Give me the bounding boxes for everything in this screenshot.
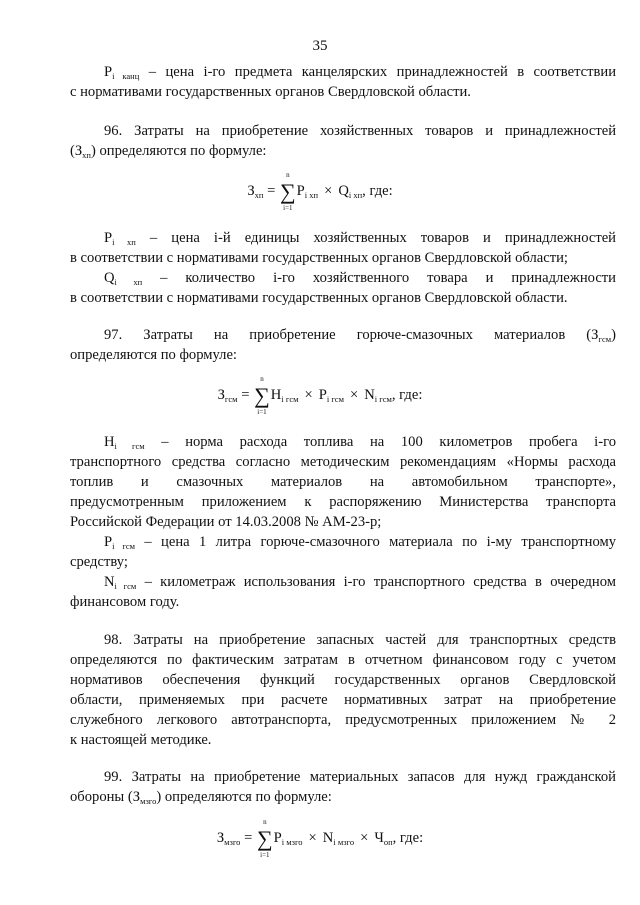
definition-line: средству;	[70, 554, 128, 570]
times-sign: ×	[308, 830, 317, 846]
definition-line: Российской Федерации от 14.03.2008 № АМ-23-р;	[70, 514, 382, 530]
text: 97. Затраты на приобретение горюче-смазочных материалов (З	[104, 327, 599, 343]
equals-sign: =	[244, 830, 253, 846]
subscript: гсм	[598, 334, 612, 344]
paragraph-96-line1: 96. Затраты на приобретение хозяйственных товаров и принадлежностей	[104, 123, 616, 139]
definition-text: – цена 1 литра горюче-смазочного материала по i-му транспортному	[134, 534, 616, 550]
subscript: мзго	[140, 796, 157, 806]
sum-lower: i=1	[257, 408, 267, 416]
term: N	[364, 387, 375, 403]
definition-continuation: в соответствии с нормативами государственных органов Свердловской области;	[70, 250, 568, 266]
term: P	[273, 830, 282, 846]
formula-97	[0, 375, 640, 416]
symbol-subscript: i хп	[114, 277, 143, 287]
times-sign: ×	[360, 830, 369, 846]
symbol-subscript: i канц	[112, 71, 140, 81]
term-sub: i гсм	[326, 394, 344, 404]
text: ) определяются по формуле:	[156, 789, 332, 805]
sum-upper: n	[286, 171, 290, 179]
symbol-subscript: i гсм	[112, 541, 135, 551]
text: обороны (З	[70, 789, 141, 805]
formula-lhs-sub: гсм	[224, 394, 238, 404]
formula-tail: , где:	[362, 183, 393, 199]
symbol: Н	[104, 434, 115, 450]
term: Н	[270, 387, 282, 403]
term: P	[318, 387, 327, 403]
term-sub: оп	[383, 837, 393, 847]
symbol: Q	[104, 270, 115, 286]
definition-text: – количество i-го хозяйственного товара и принадлежности	[142, 270, 616, 286]
formula-lhs: З	[217, 387, 225, 403]
definition-line: предусмотренным приложением к распоряжению Министерства транспорта	[70, 494, 616, 510]
sum-upper: n	[260, 375, 264, 383]
paragraph-98-line: нормативов обеспечения функций государственных органов Свердловской	[70, 672, 616, 688]
sum-sign: ∑ n i=1	[254, 375, 270, 416]
paragraph-98-line1: 98. Затраты на приобретение запасных частей для транспортных средств	[104, 632, 616, 648]
symbol: P	[104, 534, 113, 550]
definition-line: транспортного средства согласно методическим рекомендациям «Нормы расхода	[70, 454, 616, 470]
definition-continuation: в соответствии с нормативами государственных органов Свердловской области.	[70, 290, 568, 306]
paragraph-96-line2	[70, 141, 616, 165]
symbol: P	[104, 64, 113, 80]
formula-96	[0, 171, 640, 212]
sum-upper: n	[263, 818, 267, 826]
paragraph-98-line: к настоящей методике.	[70, 732, 212, 748]
paragraph-98-line: области, применяемых при расчете нормативных затрат на приобретение	[70, 692, 616, 708]
formula-tail: , где:	[392, 830, 424, 846]
formula-99	[0, 818, 640, 859]
equals-sign: =	[241, 387, 250, 403]
formula-tail: , где:	[391, 387, 423, 403]
formula-lhs: З	[216, 830, 225, 846]
term: Q	[338, 183, 349, 199]
term-sub: i мзго	[281, 837, 303, 847]
definition-text: – норма расхода топлива на 100 километров пробега i-го	[144, 434, 616, 450]
paragraph-99-line1: 99. Затраты на приобретение материальных запасов для нужд гражданской	[104, 769, 616, 785]
equals-sign: =	[267, 183, 276, 199]
text: )	[611, 327, 616, 343]
page-number: 35	[312, 38, 328, 54]
term-sub: i хп	[304, 190, 319, 200]
symbol-subscript: i хп	[112, 237, 136, 247]
sum-sign: ∑ n i=1	[256, 818, 273, 859]
term: Ч	[374, 830, 384, 846]
definition-line: финансовом году.	[70, 594, 180, 610]
definition-text: – километраж использования i-го транспортного средства в очередном	[136, 574, 616, 590]
symbol: P	[104, 230, 113, 246]
paragraph-98-line: служебного легкового автотранспорта, предусмотренных приложением № 2	[70, 712, 616, 728]
term-sub: i хп	[348, 190, 363, 200]
symbol-subscript: i гсм	[114, 581, 137, 591]
definition-text: – цена i-й единицы хозяйственных товаров и принадлежностей	[135, 230, 616, 246]
term: N	[322, 830, 334, 846]
definition-line: топлив и смазочных материалов на автомобильном транспорте»,	[70, 474, 616, 490]
paragraph-97-line2: определяются по формуле:	[70, 347, 237, 363]
sum-lower: i=1	[283, 204, 293, 212]
symbol-subscript: i гсм	[114, 441, 145, 451]
definition-text: – цена i-го предмета канцелярских принадлежностей в соответствии	[139, 64, 617, 80]
text: (З	[70, 143, 83, 159]
paragraph-98-line: определяются по фактическим затратам в отчетном финансовом году с учетом	[70, 652, 616, 668]
definition-continuation: с нормативами государственных органов Свердловской области.	[70, 84, 471, 100]
term: P	[296, 183, 305, 199]
term-sub: i гсм	[374, 394, 392, 404]
symbol: N	[104, 574, 115, 590]
times-sign: ×	[349, 387, 359, 403]
sum-lower: i=1	[260, 851, 270, 859]
subscript: хп	[82, 150, 91, 160]
formula-lhs-sub: хп	[254, 190, 264, 200]
paragraph-99-line2	[70, 787, 616, 811]
formula-lhs-sub: мзго	[224, 837, 241, 847]
times-sign: ×	[304, 387, 313, 403]
sum-sign: ∑ n i=1	[279, 171, 296, 212]
times-sign: ×	[324, 183, 333, 199]
text: ) определяются по формуле:	[90, 143, 267, 159]
term-sub: i мзго	[333, 837, 355, 847]
term-sub: i гсм	[281, 394, 299, 404]
formula-lhs: З	[247, 183, 255, 199]
